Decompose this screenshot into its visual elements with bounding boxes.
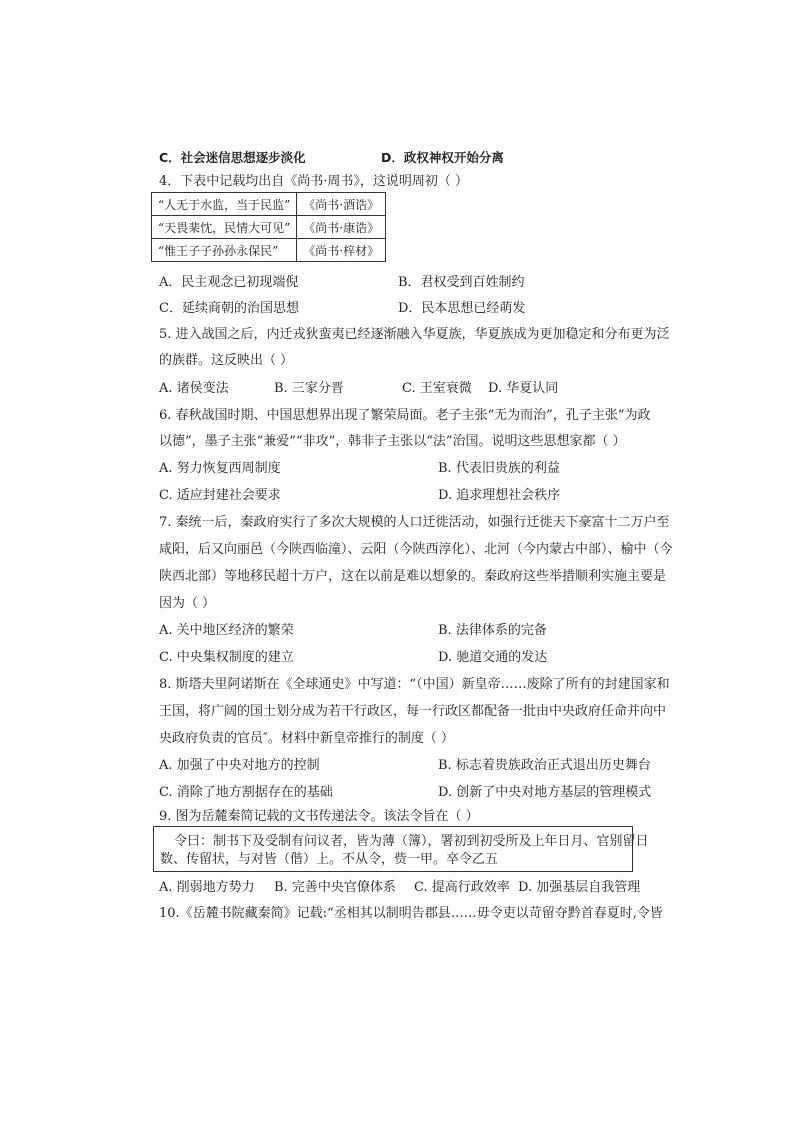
- table-cell: 《尚书·酒诰》: [297, 193, 386, 216]
- q6-option-a: A. 努力恢复西周制度: [159, 461, 281, 476]
- decree-line2: 数、传留状，与对皆（偕）上。不从令，赀一甲。卒令乙五: [160, 852, 499, 867]
- table-cell: “人无于水监，当于民监”: [152, 193, 297, 216]
- q7-option-c: C. 中央集权制度的建立: [159, 650, 294, 665]
- table-cell: 《尚书·康诰》: [297, 216, 386, 239]
- q5-option-d: D. 华夏认同: [488, 381, 559, 396]
- q3-option-d: D．政权神权开始分离: [381, 150, 504, 165]
- table-cell: “天畏棐忱，民情大可见”: [152, 216, 297, 239]
- q9-option-d: D. 加强基层自我管理: [518, 880, 641, 895]
- q7-option-a: A. 关中地区经济的繁荣: [159, 623, 294, 638]
- q8-option-b: B. 标志着贵族政治正式退出历史舞台: [438, 758, 651, 773]
- question-6-line1: 6. 春秋战国时期、中国思想界出现了繁荣局面。老子主张“无为而治”，孔子主张“为政: [159, 408, 651, 423]
- q8-option-c: C. 消除了地方割据存在的基础: [159, 785, 333, 800]
- q7-option-d: D. 驰道交通的发达: [438, 650, 548, 665]
- question-8-line3: 央政府负责的官员″。材料中新皇帝推行的制度（ ）: [159, 731, 454, 746]
- q9-option-b: B. 完善中央官僚体系: [274, 880, 396, 895]
- table-row: [152, 216, 386, 239]
- decree-text-box: [153, 826, 649, 872]
- q5-option-b: B. 三家分晋: [274, 381, 344, 396]
- table-row: [152, 193, 386, 216]
- question-5-line2: 的族群。这反映出（ ）: [159, 353, 294, 368]
- q5-option-c: C. 王室衰微: [402, 381, 472, 396]
- q4-option-c: C．延续商朝的治国思想: [159, 301, 299, 316]
- question-10-line1: 10.《岳麓书院藏秦简》记载:“丞相其以制明告郡县……毋令吏以苛留夺黔首春夏时,令皆: [159, 906, 663, 921]
- q6-option-d: D. 追求理想社会秩序: [438, 488, 561, 503]
- q9-option-a: A. 削弱地方势力: [159, 880, 255, 895]
- table-cell: “惟王子子孙孙永保民”: [152, 239, 297, 262]
- q6-option-c: C. 适应封建社会要求: [159, 488, 281, 503]
- q5-option-a: A. 诸侯变法: [159, 381, 229, 396]
- table-cell: 《尚书·梓材》: [297, 239, 386, 262]
- question-8-line1: 8. 斯塔夫里阿诺斯在《全球通史》中写道：“（中国）新皇帝……废除了所有的封建国家和: [159, 677, 670, 692]
- q4-option-a: A．民主观念已初现端倪: [159, 275, 299, 290]
- question-7-line1: 7. 秦统一后，秦政府实行了多次大规模的人口迁徙活动，如强行迁徙天下豪富十二万户至: [159, 515, 670, 530]
- question-7-line2: 咸阳，后又向丽邑（今陕西临潼）、云阳（今陕西淳化）、北河（今内蒙古中部）、榆中（今: [159, 542, 673, 557]
- question-7-line3: 陕西北部）等地移民超十万户，这在以前是难以想象的。秦政府这些举措顺利实施主要是: [159, 569, 667, 584]
- q4-option-b: B．君权受到百姓制约: [398, 275, 525, 290]
- question-5-line1: 5. 进入战国之后，内迁戎狄蛮夷已经逐渐融入华夏族，华夏族成为更加稳定和分布更为泛: [159, 327, 670, 342]
- q4-option-d: D．民本思想已经萌发: [398, 301, 526, 316]
- question-6-line2: 以德”，墨子主张“兼爱”“非攻”，韩非子主张以“法”治国。说明这些思想家都（ ）: [159, 434, 626, 449]
- q7-option-b: B. 法律体系的完备: [438, 623, 547, 638]
- question-9-stem: 9. 图为岳麓秦简记载的文书传递法令。该法令旨在（ ）: [159, 809, 479, 824]
- decree-line1: 令曰：制书下及受制有问议者，皆为薄（簿），署初到初受所及上年日月、官别留日: [174, 834, 649, 849]
- q6-option-b: B. 代表旧贵族的利益: [438, 461, 560, 476]
- question-8-line2: 王国，将广阔的国土划分成为若干行政区，每一行政区都配备一批由中央政府任命并向中: [159, 704, 667, 719]
- q3-option-c: C．社会迷信思想逐步淡化: [159, 150, 306, 165]
- question-4-table: [151, 192, 386, 262]
- q9-option-c: C. 提高行政效率: [414, 880, 510, 895]
- question-4-stem: 4．下表中记载均出自《尚书·周书》，这说明周初（ ）: [159, 174, 469, 189]
- q8-option-a: A. 加强了中央对地方的控制: [159, 758, 320, 773]
- table-row: [152, 239, 386, 262]
- question-7-line4: 因为（ ）: [159, 596, 216, 611]
- q8-option-d: D. 创新了中央对地方基层的管理模式: [438, 785, 652, 800]
